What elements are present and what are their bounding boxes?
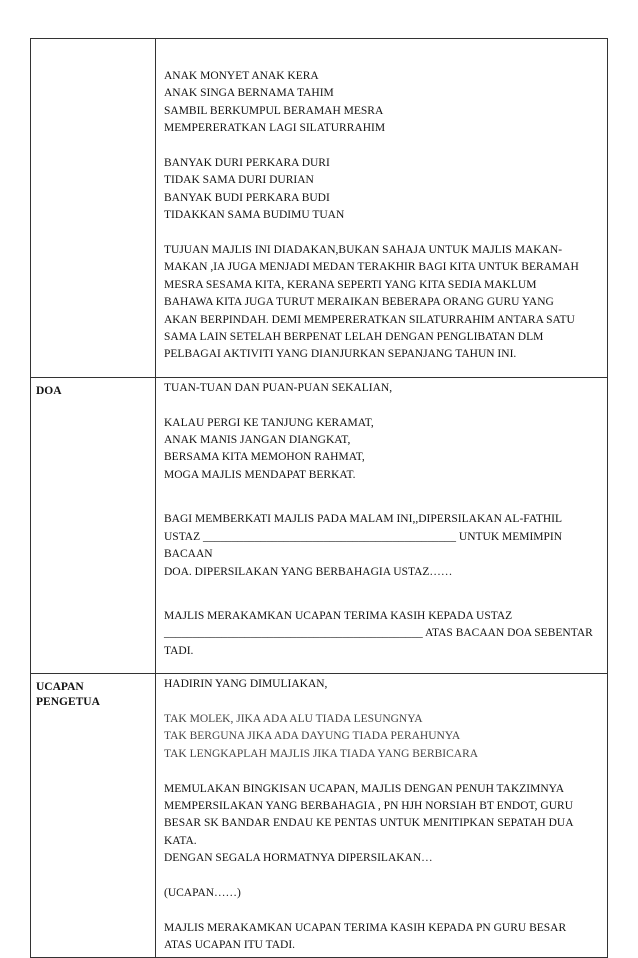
row-label-doa: DOA (36, 384, 62, 397)
table-row-ucapan-pengetua (31, 674, 608, 957)
doa-salam: TUAN-TUAN DAN PUAN-PUAN SEKALIAN, (164, 381, 393, 394)
row-content-cell (156, 377, 608, 673)
ucapan-terima-kasih: MAJLIS MERAKAMKAN UCAPAN TERIMA KASIH KEPADA PN GURU BESAR ATAS UCAPAN ITU TADI. (164, 921, 567, 952)
table-row-doa (31, 377, 608, 673)
ucapan-placeholder: (UCAPAN……) (164, 886, 241, 899)
program-script-table (30, 38, 608, 958)
tujuan-majlis-paragraph: TUJUAN MAJLIS INI DIADAKAN,BUKAN SAHAJA UNTUK MAJLIS MAKAN- MAKAN ,IA JUGA MENJADI MEDAN TERAKHIR BAGI KITA UNTUK BERAMAH MESRA SESAMA KITA, KERANA SEPERTI YANG KITA SEDIA MAKLUM BAHAWA KITA JUGA TURUT MERAIKAN BEBERAPA ORANG GURU YANG AKAN BERPINDAH. DEMI MEMPERERATKAN SILATURRAHIM ANTARA SATU SAMA LAIN SETELAH BERPENAT LELAH DENGAN PENGLIBATAN DLM PELBAGAI AKTIVITI YANG DIANJURKAN SEPANJANG TAHUN INI. (164, 244, 579, 361)
table-row-opening (31, 39, 608, 378)
pantun-tanjung-keramat: KALAU PERGI KE TANJUNG KERAMAT, ANAK MANIS JANGAN DIANGKAT, BERSAMA KITA MEMOHON RAHMAT, MOGA MAJLIS MENDAPAT BERKAT. (164, 416, 374, 481)
doa-terima-kasih: MAJLIS MERAKAMKAN UCAPAN TERIMA KASIH KEPADA USTAZ _____________________________________________ ATAS BACAAN DOA SEBENTAR TADI. (164, 609, 593, 657)
row-content-cell (156, 674, 608, 957)
pantun-duri: BANYAK DURI PERKARA DURI TIDAK SAMA DURI DURIAN BANYAK BUDI PERKARA BUDI TIDAKKAN SAMA BUDIMU TUAN (164, 157, 345, 222)
pantun-alu-lesung: TAK MOLEK, JIKA ADA ALU TIADA LESUNGNYA TAK BERGUNA JIKA ADA DAYUNG TIADA PERAHUNYA TAK LENGKAPLAH MAJLIS JIKA TIADA YANG BERBICARA (164, 712, 479, 760)
ucapan-jemputan: MEMULAKAN BINGKISAN UCAPAN, MAJLIS DENGAN PENUH TAKZIMNYA MEMPERSILAKAN YANG BERBAHAGIA , PN HJH NORSIAH BT ENDOT, GURU BESAR SK BANDAR ENDAU KE PENTAS UNTUK MENITIPKAN SEPATAH DUA KATA. DENGAN SEGALA HORMATNYA DIPERSILAKAN… (164, 782, 574, 865)
row-label-cell (31, 377, 156, 673)
ucapan-salam: HADIRIN YANG DIMULIAKAN, (164, 678, 328, 691)
row-label-cell (31, 674, 156, 957)
row-label-ucapan-pengetua: UCAPAN PENGETUA (36, 681, 100, 709)
row-label-cell (31, 39, 156, 378)
row-content-cell (156, 39, 608, 378)
doa-jemputan: BAGI MEMBERKATI MAJLIS PADA MALAM INI,,DIPERSILAKAN AL-FATHIL USTAZ ____________________________________________ UNTUK MEMIMPIN BACAAN DOA. DIPERSILAKAN YANG BERBAHAGIA USTAZ…… (164, 513, 563, 578)
pantun-monyet: ANAK MONYET ANAK KERA ANAK SINGA BERNAMA TAHIM SAMBIL BERKUMPUL BERAMAH MESRA MEMPERERATKAN LAGI SILATURRAHIM (164, 70, 386, 135)
row-label (31, 39, 155, 45)
